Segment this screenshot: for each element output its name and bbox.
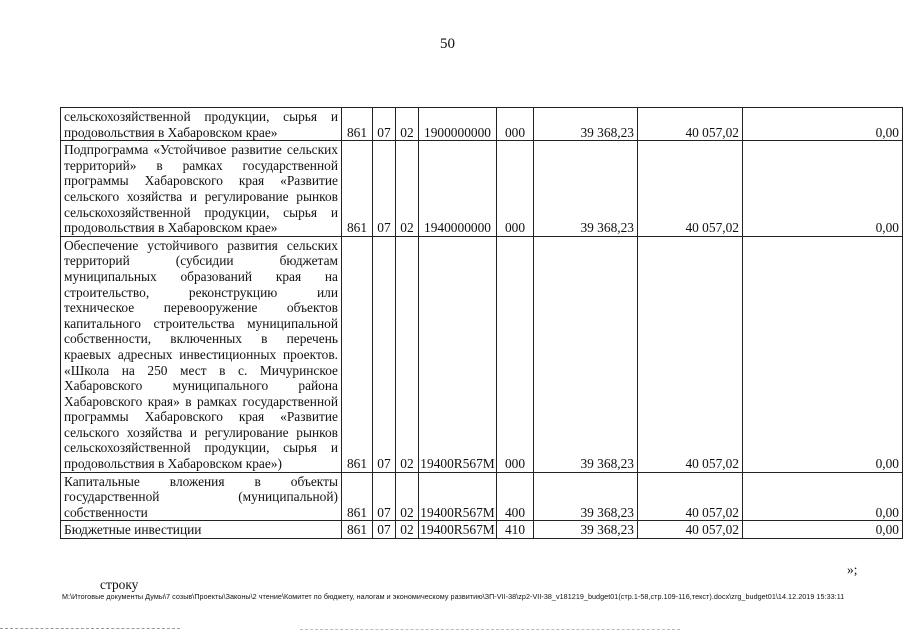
row-subsection-code: 02 bbox=[396, 236, 419, 472]
row-subsection-code: 02 bbox=[396, 108, 419, 141]
row-subsection-code: 02 bbox=[396, 521, 419, 539]
row-sum-2021: 40 057,02 bbox=[638, 141, 743, 237]
row-sum-2022: 0,00 bbox=[743, 521, 903, 539]
row-expense-type-code: 400 bbox=[497, 472, 534, 521]
row-sum-2021: 40 057,02 bbox=[638, 108, 743, 141]
table-row bbox=[61, 472, 903, 521]
row-section-code: 07 bbox=[373, 236, 396, 472]
row-name: Бюджетные инвестиции bbox=[61, 521, 342, 539]
row-expense-type-code: 000 bbox=[497, 141, 534, 237]
row-section-code: 07 bbox=[373, 141, 396, 237]
scan-edge-line bbox=[300, 629, 680, 630]
row-admin-code: 861 bbox=[342, 472, 373, 521]
row-sum-2020: 39 368,23 bbox=[534, 236, 638, 472]
row-sum-2022: 0,00 bbox=[743, 236, 903, 472]
row-admin-code: 861 bbox=[342, 521, 373, 539]
file-path-footer: M:\Итоговые документы Думы\7 созыв\Проекты\Законы\2 чтение\Комитет по бюджету, налогам и экономическому развитию\ЗП-VII-38\zp2-VII-38_v181219_budget01(стр.1-58,стр.109-116,текст).docx\zrg_budget01\14.12.2019 15:33:11 bbox=[62, 592, 845, 601]
row-subsection-code: 02 bbox=[396, 141, 419, 237]
trailing-word: строку bbox=[100, 577, 139, 592]
scan-edge-line bbox=[0, 628, 180, 629]
row-admin-code: 861 bbox=[342, 141, 373, 237]
row-subsection-code: 02 bbox=[396, 472, 419, 521]
row-sum-2020: 39 368,23 bbox=[534, 521, 638, 539]
row-sum-2021: 40 057,02 bbox=[638, 236, 743, 472]
row-sum-2020: 39 368,23 bbox=[534, 108, 638, 141]
row-section-code: 07 bbox=[373, 521, 396, 539]
budget-table bbox=[60, 107, 903, 539]
table-row bbox=[61, 108, 903, 141]
table-body bbox=[61, 108, 903, 539]
row-name: сельскохозяйственной продукции, сырья и продовольствия в Хабаровском крае» bbox=[61, 108, 342, 141]
row-sum-2022: 0,00 bbox=[743, 141, 903, 237]
table-row bbox=[61, 521, 903, 539]
row-sum-2022: 0,00 bbox=[743, 108, 903, 141]
row-name: Капитальные вложения в объекты государственной (муниципальной) собственности bbox=[61, 472, 342, 521]
row-target-code: 19400R567M bbox=[419, 236, 497, 472]
row-target-code: 19400R567M bbox=[420, 522, 495, 538]
row-sum-2020: 39 368,23 bbox=[534, 141, 638, 237]
row-name: Подпрограмма «Устойчивое развитие сельских территорий» в рамках государственной программы Хабаровского края «Развитие сельского хозяйства и регулирование рынков сельскохозяйственной продукции, сырья и продовольствия в Хабаровском крае» bbox=[61, 141, 342, 237]
row-target-code: 1940000000 bbox=[419, 141, 497, 237]
row-section-code: 07 bbox=[373, 108, 396, 141]
row-admin-code: 861 bbox=[342, 108, 373, 141]
row-target-code: 19400R567M bbox=[419, 472, 497, 521]
row-sum-2022: 0,00 bbox=[743, 472, 903, 521]
table-row bbox=[61, 141, 903, 237]
closing-quote: »; bbox=[847, 562, 858, 577]
row-sum-2021: 40 057,02 bbox=[638, 472, 743, 521]
table-row bbox=[61, 236, 903, 472]
row-expense-type-code: 000 bbox=[497, 108, 534, 141]
row-expense-type-code: 000 bbox=[497, 236, 534, 472]
row-target-code: 1900000000 bbox=[419, 108, 497, 141]
row-name: Обеспечение устойчивого развития сельских территорий (субсидии бюджетам муниципальных образований края на строительство, реконструкцию или техническое перевооружение объектов капитального строительства муниципальной собственности, включенных в перечень краевых адресных инвестиционных проектов. «Школа на 250 мест в с. Мичуринское Хабаровского муниципального района Хабаровского края» в рамках государственной программы Хабаровского края «Развитие сельского хозяйства и регулирование рынков сельскохозяйственной продукции, сырья и продовольствия в Хабаровском крае») bbox=[61, 236, 342, 472]
page-number: 50 bbox=[440, 36, 455, 52]
row-expense-type-code: 410 bbox=[497, 521, 534, 539]
row-section-code: 07 bbox=[373, 472, 396, 521]
row-sum-2021: 40 057,02 bbox=[638, 521, 743, 539]
row-sum-2020: 39 368,23 bbox=[534, 472, 638, 521]
row-admin-code: 861 bbox=[342, 236, 373, 472]
